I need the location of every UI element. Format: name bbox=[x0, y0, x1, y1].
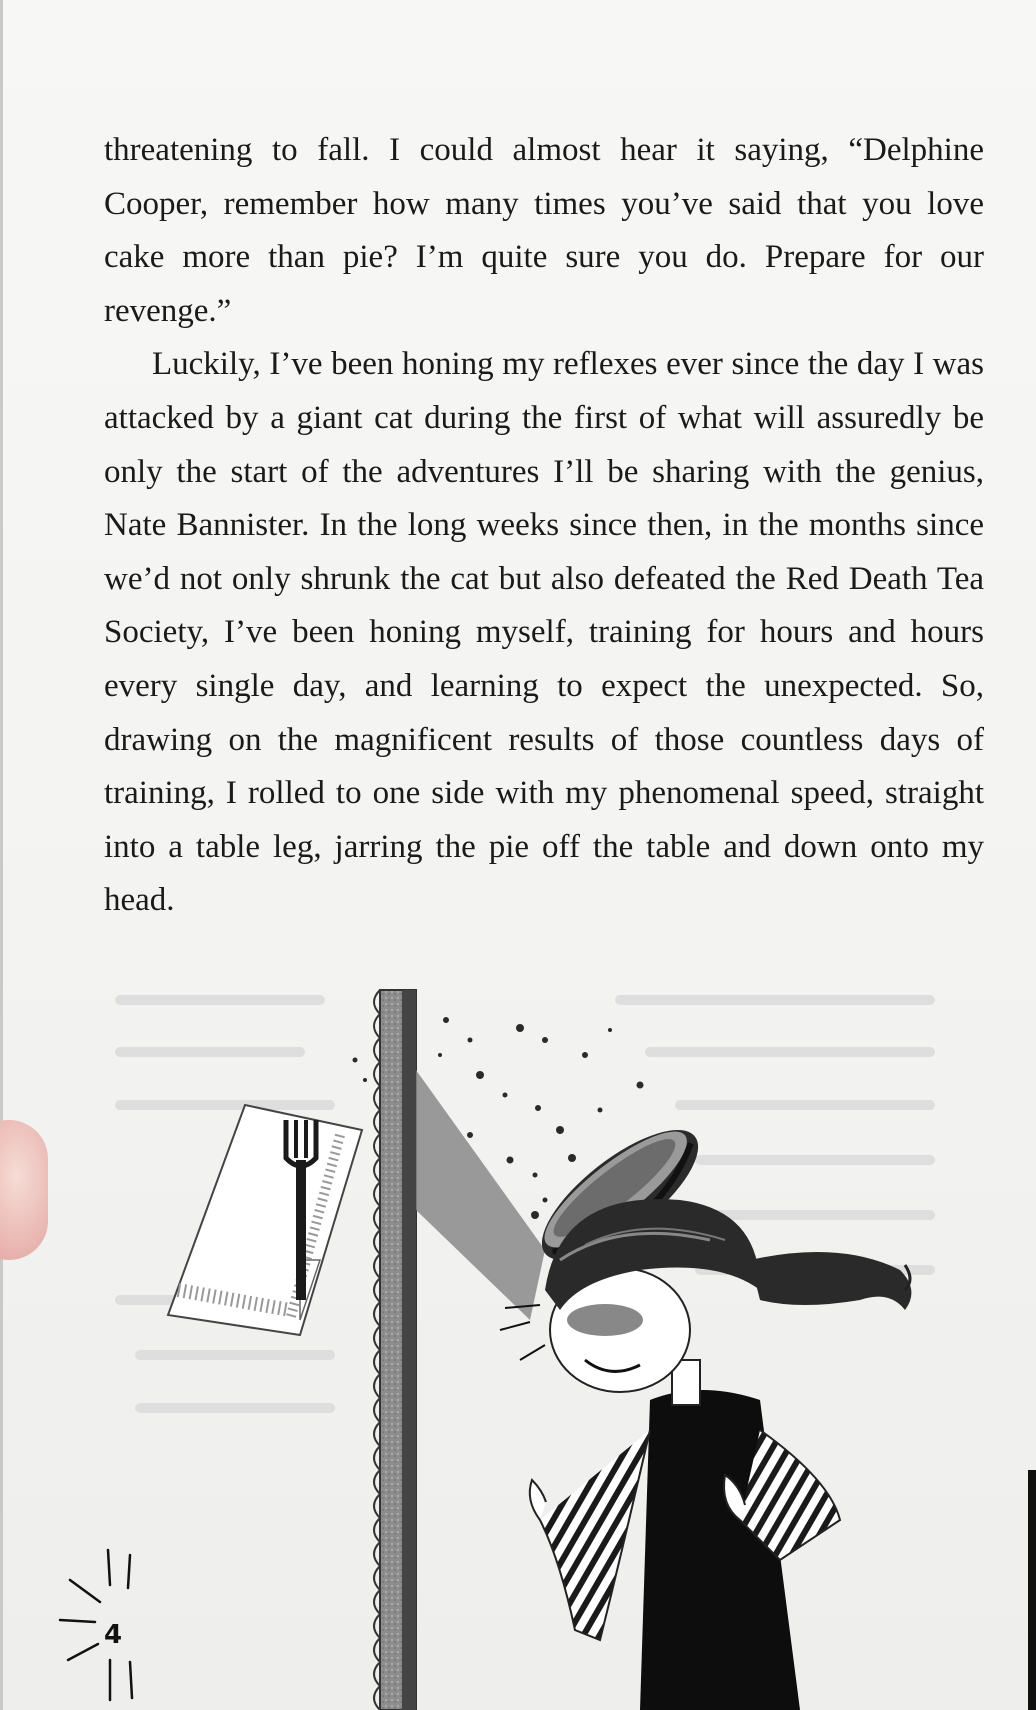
paragraph-luckily: Luckily, I’ve been honing my reflexes ever since the day I was attacked by a giant cat during the first of what will assuredly be only the start of the adventures I’ll be sharing with the genius, Nate Bannister. In the long weeks since then, in the months since we’d not only shrunk the cat but also defeated the Red Death Tea Society, I’ve been honing myself, training for hours and hours every single day, and learning to expect the unexpected. So, drawing on the magnificent results of those countless days of training, I rolled to one side with my phenomenal speed, straight into a table leg, jarring the pie off the table and down onto my head. bbox=[104, 346, 984, 919]
napkin-and-fork bbox=[168, 1105, 362, 1335]
illustration-pie-falling bbox=[0, 960, 1036, 1710]
body-text bbox=[104, 124, 984, 928]
page-right-edge bbox=[1028, 1470, 1036, 1710]
girl-character bbox=[500, 1199, 911, 1710]
table-leg bbox=[374, 990, 416, 1710]
page-number: 4 bbox=[104, 1620, 123, 1650]
paragraph-continued: threatening to fall. I could almost hear it saying, “Delphine Cooper, remember how many times you’ve said that you love cake more than pie? I’m quite sure you do. Prepare for our revenge.” bbox=[104, 132, 984, 329]
motion-streak bbox=[416, 1070, 545, 1320]
